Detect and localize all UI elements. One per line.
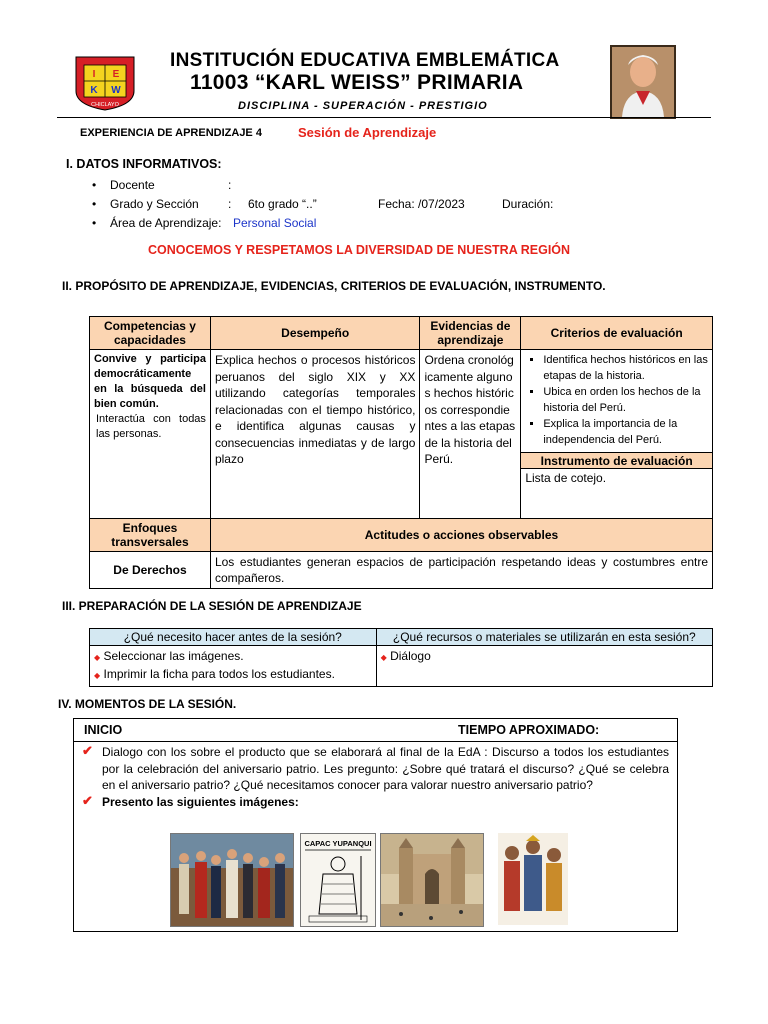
header-rule: [57, 117, 711, 118]
portrait-image: [610, 45, 676, 119]
inicio-label: INICIO: [84, 723, 123, 737]
competencia-cell: [90, 350, 211, 519]
recurso-text: Diálogo: [390, 649, 431, 663]
evidencia-cell: Ordena cronológicamente algunos hechos históricos correspondientes a las etapas de la historia del Perú.: [420, 350, 521, 519]
criterios-list: [523, 353, 710, 448]
antes-cell: [90, 646, 377, 687]
red-diamond-icon: ◆: [94, 671, 101, 680]
actitud-value: Los estudiantes generan espacios de participación respetando ideas y costumbres entre compañeros.: [210, 552, 712, 589]
header-competencias: Competencias y capacidades: [90, 317, 211, 350]
docente-label: Docente: [110, 178, 155, 192]
enfoque-value: De Derechos: [90, 552, 211, 589]
bullet: •: [92, 197, 97, 211]
tiempo-label: TIEMPO APROXIMADO:: [458, 723, 600, 737]
session-main-title: CONOCEMOS Y RESPETAMOS LA DIVERSIDAD DE NUESTRA REGIÓN: [148, 243, 571, 257]
antes-item: [94, 666, 372, 684]
desempeno-cell: Explica hechos o procesos históricos peruanos del siglo XIX y XX utilizando categorías temporales relacionadas con el tiempo histórico, e identifica algunas causas y consecuencias inmediatas y de largo plazo: [210, 350, 420, 519]
instrumento-value: Lista de cotejo.: [521, 469, 713, 519]
cathedral-image: [380, 833, 484, 927]
section3-title: III. PREPARACIÓN DE LA SESIÓN DE APRENDIZAJE: [62, 599, 362, 613]
fecha-field: Fecha: /07/2023: [378, 197, 465, 211]
red-diamond-icon: ◆: [94, 653, 101, 662]
logo-letter: W: [111, 85, 121, 96]
area-label: Área de Aprendizaje:: [110, 216, 222, 230]
school-motto: DISCIPLINA - SUPERACIÓN - PRESTIGIO: [238, 100, 488, 112]
duracion-field: Duración:: [502, 197, 554, 211]
inicio-item2-row: [82, 792, 669, 811]
independence-painting-image: [170, 833, 294, 927]
experiencia-label: EXPERIENCIA DE APRENDIZAJE 4: [80, 127, 262, 139]
inca-figures-image: [498, 833, 568, 925]
header-evidencias: Evidencias de aprendizaje: [420, 317, 521, 350]
actitudes-header: Actitudes o acciones observables: [210, 519, 712, 552]
antes-item: [94, 648, 372, 666]
capacidad-text: Interactúa con todas las personas.: [96, 413, 206, 440]
preparacion-table: [89, 628, 713, 687]
header-criterios: Criterios de evaluación: [521, 317, 713, 350]
enfoques-header: Enfoques transversales: [90, 519, 211, 552]
grado-value: : 6to grado “..”: [228, 197, 317, 211]
logo-letter: E: [112, 69, 120, 80]
antes-text: Imprimir la ficha para todos los estudiantes.: [103, 667, 335, 681]
school-title-line1: INSTITUCIÓN EDUCATIVA EMBLEMÁTICA: [170, 50, 560, 71]
proposito-table: [89, 316, 713, 589]
header-recursos: ¿Qué recursos o materiales se utilizarán en esta sesión?: [376, 629, 712, 646]
header-desempeno: Desempeño: [210, 317, 420, 350]
section4-title: IV. MOMENTOS DE LA SESIÓN.: [58, 697, 237, 711]
section2-title: II. PROPÓSITO DE APRENDIZAJE, EVIDENCIAS, CRITERIOS DE EVALUACIÓN, INSTRUMENTO.: [62, 279, 606, 293]
section1-title: I. DATOS INFORMATIVOS:: [66, 157, 222, 171]
recurso-item: [381, 648, 708, 666]
check-icon: ✔: [82, 792, 93, 808]
criterios-cell: [521, 350, 713, 453]
instrumento-header: Instrumento de evaluación: [521, 453, 713, 469]
recursos-cell: [376, 646, 712, 687]
area-value: Personal Social: [233, 216, 317, 230]
antes-text: Seleccionar las imágenes.: [103, 649, 244, 663]
criterio-item: ▪ Explica la importancia de la independencia del Perú.: [543, 417, 710, 448]
inicio-content: [74, 742, 677, 810]
logo-letter: K: [90, 85, 98, 96]
red-diamond-icon: ◆: [380, 653, 387, 662]
check-icon: ✔: [82, 743, 93, 758]
header-antes: ¿Qué necesito hacer antes de la sesión?: [90, 629, 377, 646]
sesion-label: Sesión de Aprendizaje: [298, 125, 437, 140]
docente-colon: :: [228, 178, 232, 192]
school-title-line2: 11003 “KARL WEISS” PRIMARIA: [190, 71, 524, 94]
competencia-text: Convive y participa democráticamente en la búsqueda del bien común.: [94, 353, 206, 410]
bullet: •: [92, 216, 97, 230]
criterio-item: ▪ Identifica hechos históricos en las etapas de la historia.: [543, 353, 710, 384]
inicio-item2: Presento las siguientes imágenes:: [102, 794, 299, 809]
criterio-item: ▪ Ubica en orden los hechos de la historia del Perú.: [543, 385, 710, 416]
inicio-item1: Dialogo con los sobre el producto que se elaborará al final de la EdA : Discurso a todos los estudiantes por la celebración del aniversario patrio. Les pregunto: ¿Sobre qué tratará el discurso? ¿Qué se celebra en el aniversario patrio? ¿Qué necesitamos conocer para valorar nuestro aniversario patrio?: [102, 745, 669, 792]
logo-letter: I: [92, 69, 96, 80]
inicio-header-row: [74, 719, 677, 742]
drawing-caption: CAPAC YUPANQUI: [304, 839, 372, 848]
school-logo: [74, 55, 136, 111]
grado-label: Grado y Sección: [110, 197, 199, 211]
bullet: •: [92, 178, 97, 192]
capac-yupanqui-drawing-image: [300, 833, 376, 927]
logo-caption: CHICLAYO: [91, 102, 119, 108]
